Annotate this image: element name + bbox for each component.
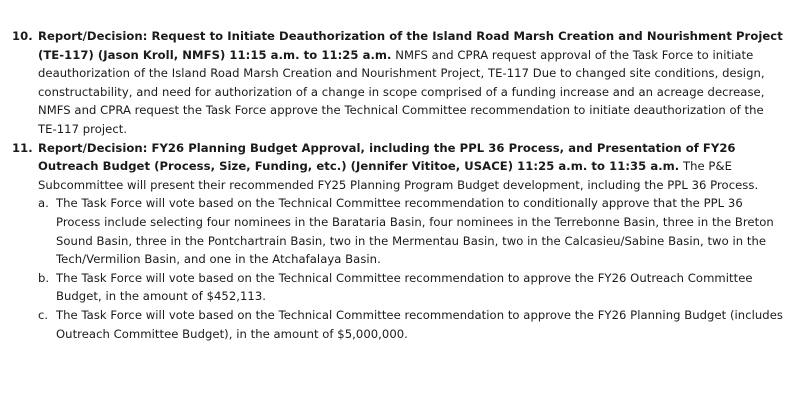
subitem-text: The Task Force will vote based on the Technical Committee recommendation to approve the FY26 Outreach Committee Budget, in the amount of $452,113. (56, 270, 753, 304)
item-intro (38, 139, 786, 195)
item-number: 11. (12, 140, 33, 155)
item-number: 10. (12, 29, 33, 43)
subitem-b (38, 269, 786, 306)
agenda-item-11 (12, 139, 786, 344)
agenda-item-10 (12, 27, 786, 139)
subitem-text: The Task Force will vote based on the Technical Committee recommendation to approve the FY26 Planning Budget (includes Outreach Committee Budget), in the amount of $5,000,000. (56, 307, 783, 341)
item-description: The P&E Subcommittee will present their recommended FY25 Planning Program Budget development, including the PPL 36 Process. (38, 159, 759, 192)
item-heading: Report/Decision: FY26 Planning Budget Approval, including the PPL 36 Process, and Presentation of FY26 Outreach Budget (Process, Size, Funding, etc.) (Jennifer Vititoe, USACE) 11:25 a.m. to 11:35 a.m. (38, 140, 736, 174)
item-body (38, 139, 786, 344)
subitem-text: The Task Force will vote based on the Technical Committee recommendation to conditionally approve that the PPL 36 Process include selecting four nominees in the Barataria Basin, four nominees in the Terrebonne Basin, three in the Breton Sound Basin, three in the Pontchartrain Basin, two in the Mermentau Basin, two in the Calcasieu/Sabine Basin, two in the Tech/Vermilion Basin, and one in the Atchafalaya Basin. (56, 196, 774, 267)
subitem-letter: a. (38, 196, 49, 211)
subitem-letter: b. (38, 270, 50, 285)
subitem-c (38, 306, 786, 343)
subitem-a (38, 194, 786, 268)
item-body (38, 27, 786, 139)
subitem-letter: c. (38, 307, 49, 322)
item-heading: Report/Decision: Request to Initiate Deauthorization of the Island Road Marsh Creation and Nourishment Project (TE-117) (Jason Kroll, NMFS) 11:15 a.m. to 11:25 a.m. (38, 29, 783, 62)
item-description: NMFS and CPRA request approval of the Task Force to initiate deauthorization of the Island Road Marsh Creation and Nourishment Project, TE-117 Due to changed site conditions, design, constructability, and need for authorization of a change in scope comprised of a funding increase and an acreage decrease, NMFS and CPRA request the Task Force approve the Technical Committee recommendation to initiate deauthorization of the TE-117 project. (38, 47, 765, 136)
